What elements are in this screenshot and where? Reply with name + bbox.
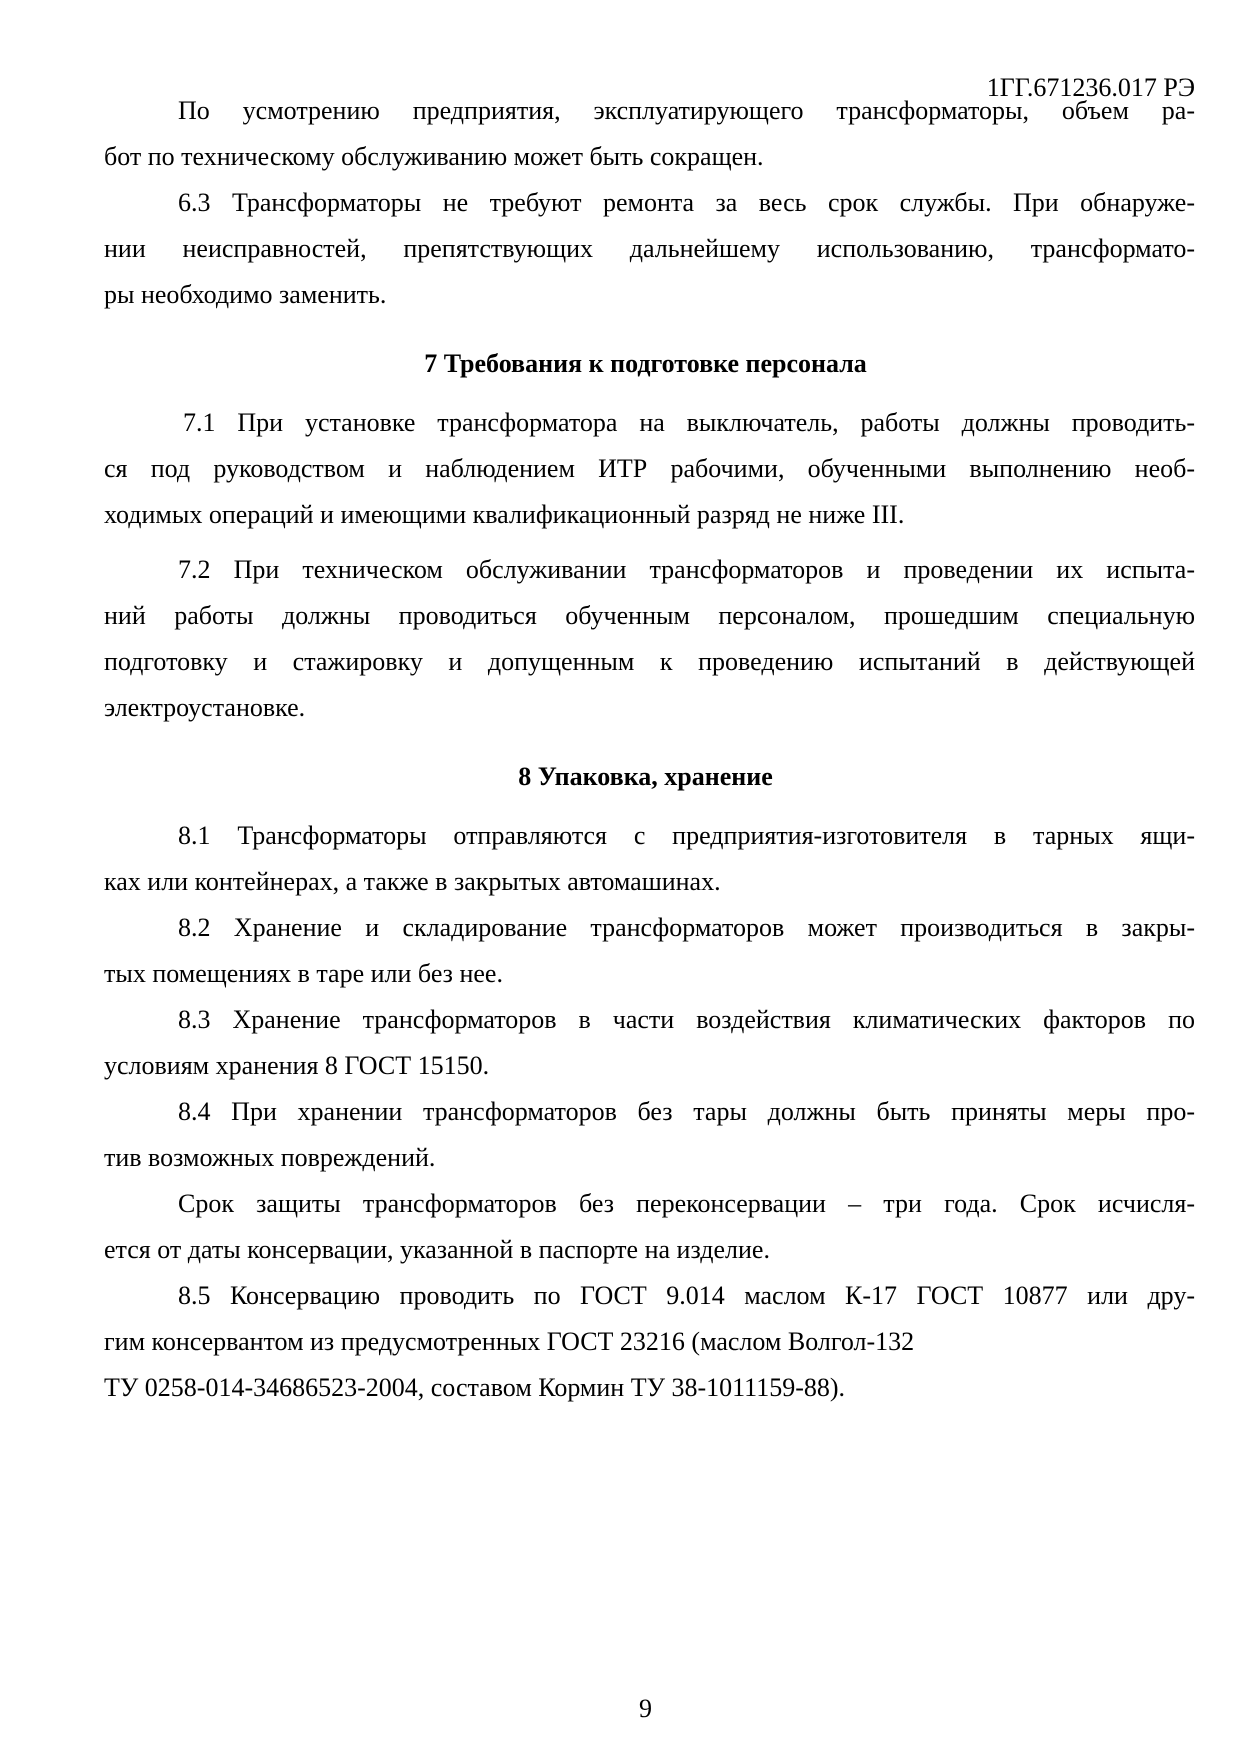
- paragraph-line: 7.1 При установке трансформатора на выключатель, работы должны проводить-: [183, 408, 1195, 437]
- page-number: 9: [639, 1694, 652, 1723]
- paragraph-line: условиям хранения 8 ГОСТ 15150.: [104, 1051, 490, 1080]
- paragraph-line: нии неисправностей, препятствующих дальнейшему использованию, трансформато-: [104, 234, 1195, 263]
- paragraph-line: 8.2 Хранение и складирование трансформаторов может производиться в закры-: [178, 913, 1195, 942]
- paragraph-line: 8.4 При хранении трансформаторов без тары должны быть приняты меры про-: [178, 1097, 1195, 1126]
- paragraph-line: 8.1 Трансформаторы отправляются с предприятия-изготовителя в тарных ящи-: [178, 821, 1195, 850]
- paragraph-line: ся под руководством и наблюдением ИТР рабочими, обученными выполнению необ-: [104, 454, 1195, 483]
- paragraph-line: 6.3 Трансформаторы не требуют ремонта за весь срок службы. При обнаруже-: [178, 188, 1195, 217]
- document-code: 1ГГ.671236.017 РЭ: [986, 73, 1195, 102]
- paragraph-line: Срок защиты трансформаторов без переконсервации – три года. Срок исчисля-: [178, 1189, 1195, 1218]
- paragraph-line: электроустановке.: [104, 693, 306, 722]
- paragraph-line: ках или контейнерах, а также в закрытых автомашинах.: [104, 867, 721, 896]
- paragraph-line: гим консервантом из предусмотренных ГОСТ 23216 (маслом Волгол-132: [104, 1327, 915, 1356]
- paragraph-line: 8.3 Хранение трансформаторов в части воздействия климатических факторов по: [178, 1005, 1195, 1034]
- paragraph-line: По усмотрению предприятия, эксплуатирующего трансформаторы, объем ра-: [178, 96, 1195, 125]
- paragraph-line: 8.5 Консервацию проводить по ГОСТ 9.014 маслом К-17 ГОСТ 10877 или дру-: [178, 1281, 1195, 1310]
- paragraph-line: бот по техническому обслуживанию может быть сокращен.: [104, 142, 764, 171]
- section-8-heading: 8 Упаковка, хранение: [518, 762, 773, 791]
- paragraph-line: ходимых операций и имеющими квалификационный разряд не ниже III.: [104, 500, 905, 529]
- paragraph-line: ний работы должны проводиться обученным персоналом, прошедшим специальную: [104, 601, 1195, 630]
- paragraph-line: подготовку и стажировку и допущенным к проведению испытаний в действующей: [104, 647, 1195, 676]
- paragraph-line: 7.2 При техническом обслуживании трансформаторов и проведении их испыта-: [178, 555, 1195, 584]
- paragraph-line: тив возможных повреждений.: [104, 1143, 436, 1172]
- paragraph-line: ры необходимо заменить.: [104, 280, 387, 309]
- section-7-heading: 7 Требования к подготовке персонала: [424, 349, 867, 378]
- paragraph-line: ется от даты консервации, указанной в паспорте на изделие.: [104, 1235, 770, 1264]
- paragraph-line: ТУ 0258-014-34686523-2004, составом Кормин ТУ 38-1011159-88).: [104, 1373, 846, 1402]
- paragraph-line: тых помещениях в таре или без нее.: [104, 959, 503, 988]
